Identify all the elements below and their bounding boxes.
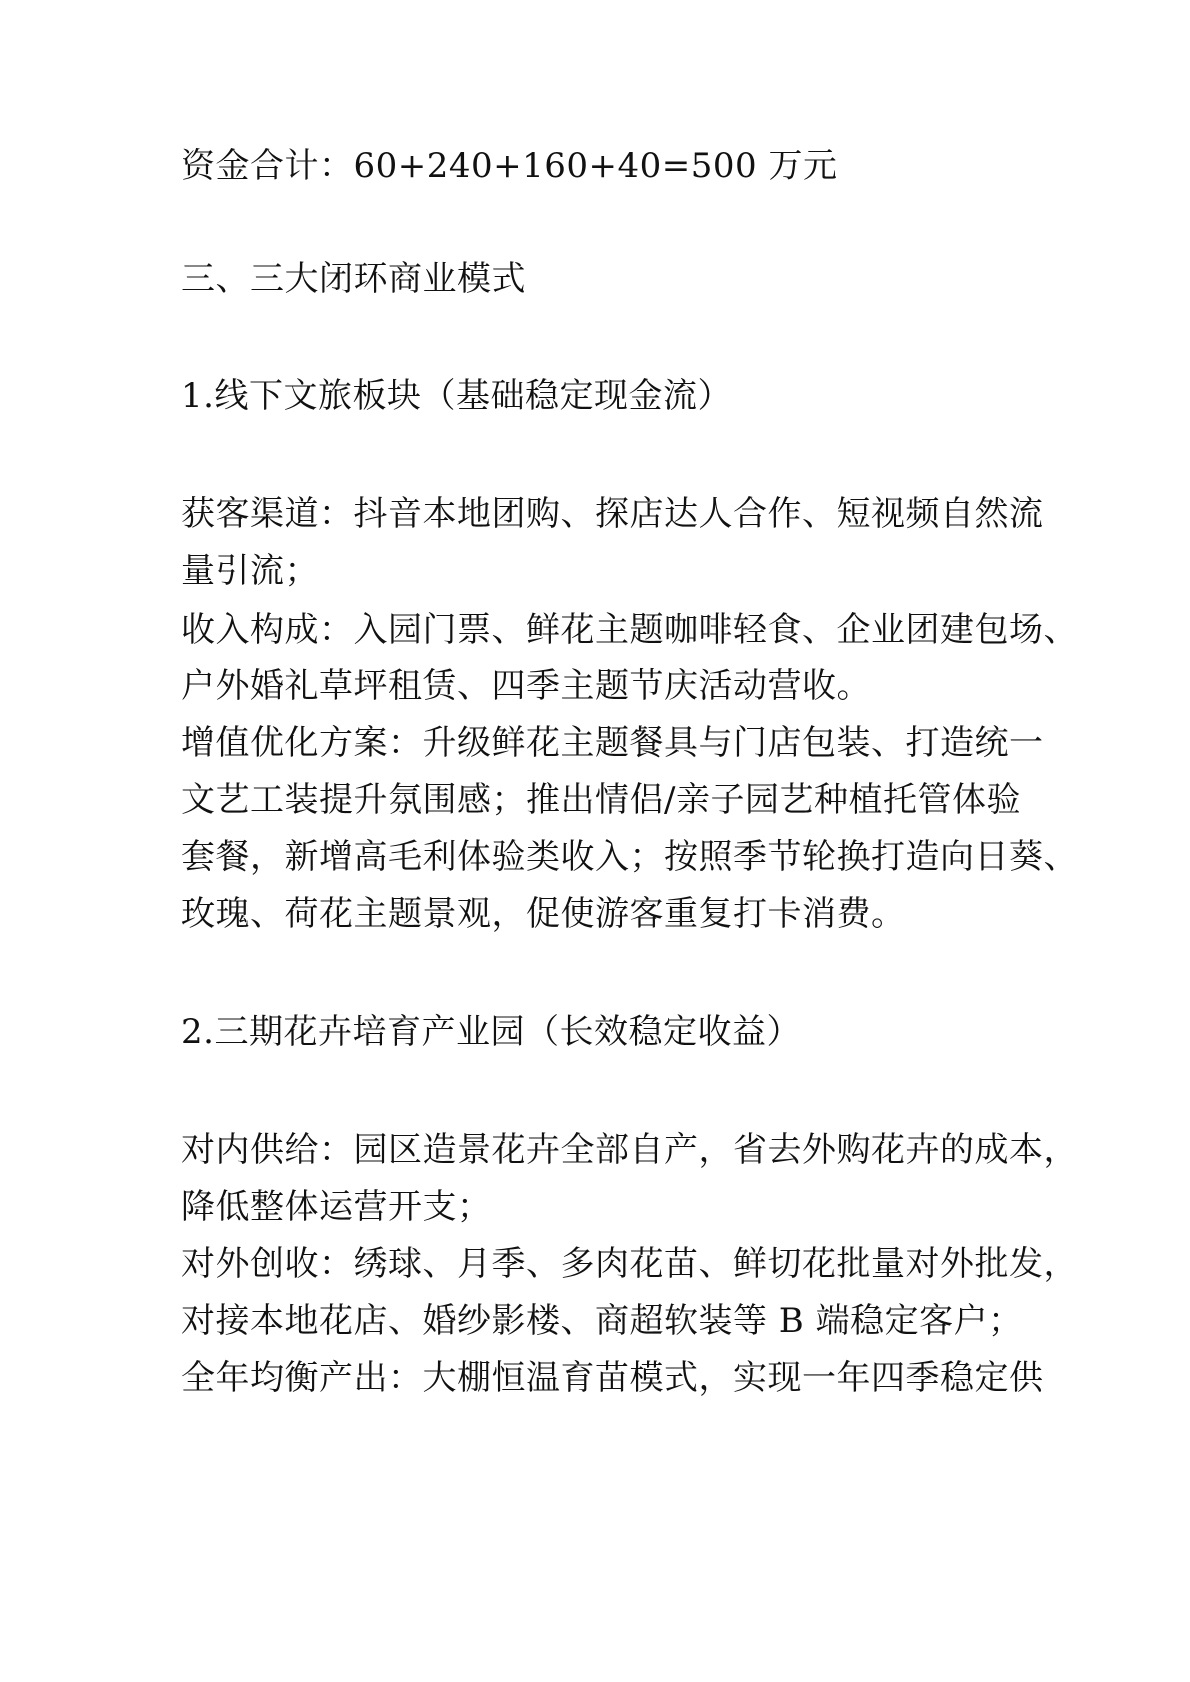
funds-total-line: 资金合计：60+240+160+40=500 万元 bbox=[181, 146, 838, 186]
sub2-line-5: 全年均衡产出：大棚恒温育苗模式，实现一年四季稳定供 bbox=[181, 1358, 1044, 1398]
sub1-line-2: 量引流； bbox=[181, 551, 319, 591]
subsection-2-title: 2.三期花卉培育产业园（长效稳定收益） bbox=[181, 1012, 801, 1052]
sub2-line-3: 对外创收：绣球、月季、多肉花苗、鲜切花批量对外批发， bbox=[181, 1244, 1078, 1284]
sub2-line-4: 对接本地花店、婚纱影楼、商超软装等 B 端稳定客户； bbox=[181, 1301, 1023, 1341]
sub1-line-4: 户外婚礼草坪租赁、四季主题节庆活动营收。 bbox=[181, 666, 871, 706]
sub2-line-1: 对内供给：园区造景花卉全部自产，省去外购花卉的成本， bbox=[181, 1130, 1078, 1170]
sub1-line-3: 收入构成：入园门票、鲜花主题咖啡轻食、企业团建包场、 bbox=[181, 610, 1078, 650]
sub1-line-8: 玫瑰、荷花主题景观，促使游客重复打卡消费。 bbox=[181, 894, 906, 934]
section-3-title: 三、三大闭环商业模式 bbox=[181, 259, 526, 299]
sub2-line-2: 降低整体运营开支； bbox=[181, 1187, 492, 1227]
sub1-line-6: 文艺工装提升氛围感；推出情侣/亲子园艺种植托管体验 bbox=[181, 780, 1021, 820]
subsection-1-title: 1.线下文旅板块（基础稳定现金流） bbox=[181, 376, 732, 416]
sub1-line-5: 增值优化方案：升级鲜花主题餐具与门店包装、打造统一 bbox=[181, 723, 1044, 763]
sub1-line-7: 套餐，新增高毛利体验类收入；按照季节轮换打造向日葵、 bbox=[181, 837, 1078, 877]
sub1-line-1: 获客渠道：抖音本地团购、探店达人合作、短视频自然流 bbox=[181, 494, 1044, 534]
